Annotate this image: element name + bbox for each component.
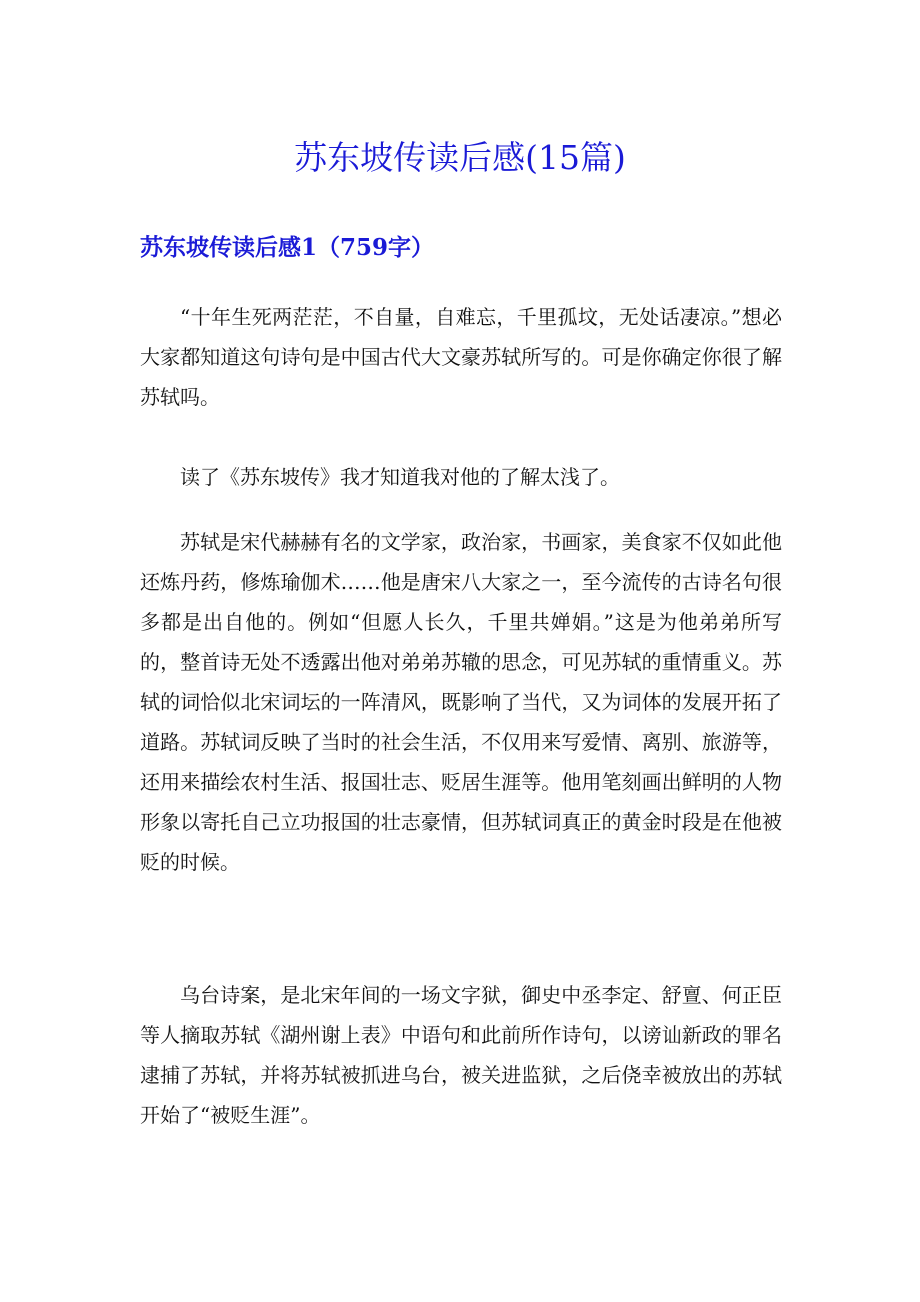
- paragraph-1: “十年生死两茫茫，不自量，自难忘，千里孤坟，无处话凄凉。”想必大家都知道这句诗句是中国古代大文豪苏轼所写的。可是你确定你很了解苏轼吗。: [140, 305, 782, 409]
- paragraph-2: 读了《苏东坡传》我才知道我对他的了解太浅了。: [180, 465, 620, 489]
- document-title: 苏东坡传读后感(15篇): [294, 138, 626, 177]
- section-heading: 苏东坡传读后感1（759字）: [140, 234, 435, 261]
- paragraph-3: 苏轼是宋代赫赫有名的文学家，政治家，书画家，美食家不仅如此他还炼丹药，修炼瑜伽术……他是唐宋八大家之一，至今流传的古诗名句很多都是出自他的。例如“但愿人长久，千里共婵娟。”这是为他弟弟所写的，整首诗无处不透露出他对弟弟苏辙的思念，可见苏轼的重情重义。苏轼的词恰似北宋词坛的一阵清风，既影响了当代，又为词体的发展开拓了道路。苏轼词反映了当时的社会生活，不仅用来写爱情、离别、旅游等，还用来描绘农村生活、报国壮志、贬居生涯等。他用笔刻画出鲜明的人物形象以寄托自己立功报国的壮志豪情，但苏轼词真正的黄金时段是在他被贬的时候。: [140, 530, 782, 874]
- paragraph-4: 乌台诗案，是北宋年间的一场文字狱，御史中丞李定、舒亶、何正臣等人摘取苏轼《湖州谢上表》中语句和此前所作诗句，以谤讪新政的罪名逮捕了苏轼，并将苏轼被抓进乌台，被关进监狱，之后侥幸被放出的苏轼开始了“被贬生涯”。: [140, 983, 782, 1127]
